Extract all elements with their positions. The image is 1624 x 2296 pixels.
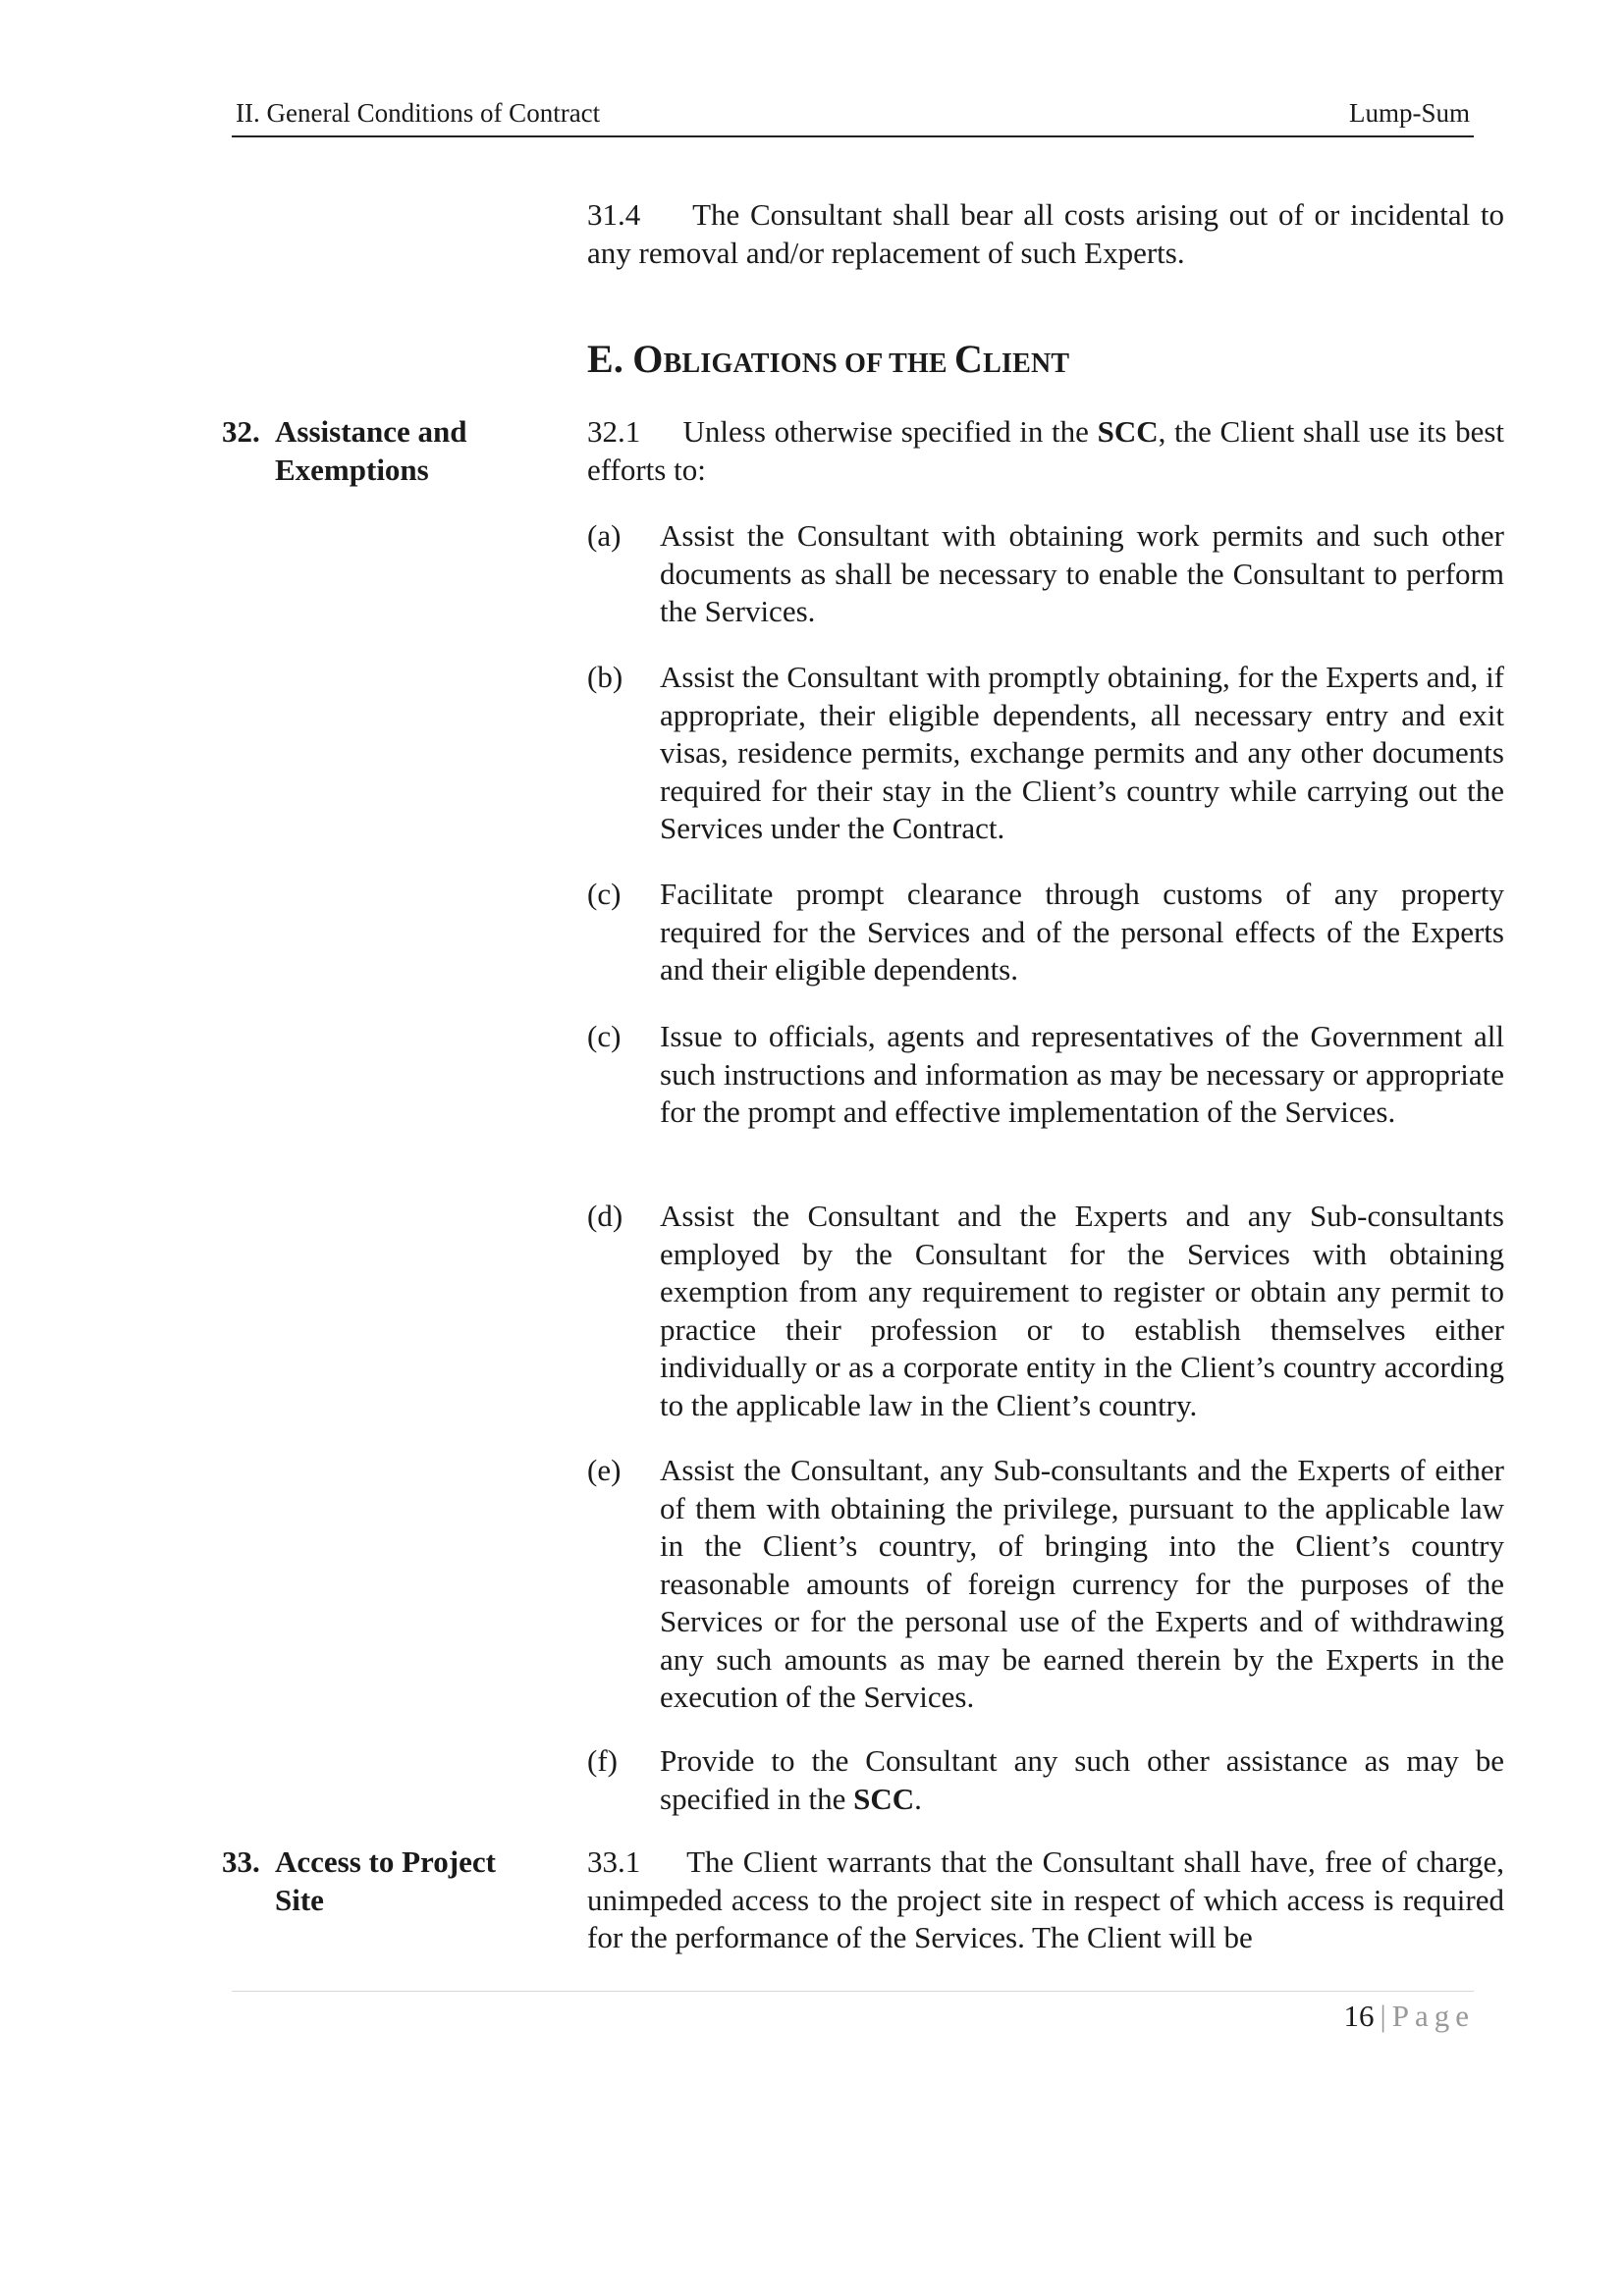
list-item-text: Assist the Consultant and the Experts and any Sub-consultants employed by the Consultant for the Services with obtaining exemption from any requirement to register or obtain any permit to practice their profession or to establish themselves either individually or as a corporate entity in the Client’s country according to the applicable law in the Client’s country.: [660, 1199, 1504, 1422]
list-item-label: (f): [587, 1743, 618, 1778]
clause-32-heading: [222, 413, 546, 489]
clause-32-1: [587, 413, 1504, 489]
list-item-d: [587, 1198, 1504, 1424]
header-document-part: II. General Conditions of Contract: [236, 98, 601, 128]
list-item-label: (c): [587, 877, 622, 911]
page-header: [232, 96, 1474, 137]
list-item-text: Assist the Consultant, any Sub-consultants and the Experts of either of them with obtaining the privilege, pursuant to the applicable law in the Client’s country, of bringing into the Client’s country reasonable amounts of foreign currency for the purposes of the Services or for the personal use of the Experts and of withdrawing any such amounts as may be earned therein by the Experts in the execution of the Services.: [660, 1453, 1504, 1714]
clause-33-1-number: 33.1: [587, 1844, 641, 1879]
clause-31-4: [587, 196, 1504, 272]
section-heading: [587, 338, 1069, 386]
clause-33-heading: [222, 1843, 546, 1919]
list-item-c-first: [587, 876, 1504, 989]
page-number-value: 16: [1343, 1999, 1375, 2033]
list-item-c-second: [587, 1018, 1504, 1132]
clause-33-title-line1: Access to Project: [275, 1844, 496, 1879]
header-contract-type: Lump-Sum: [1348, 98, 1470, 128]
list-item-text: Provide to the Consultant any such other assistance as may be specified in the SCC.: [660, 1743, 1504, 1816]
clause-32-1-intro-end: , the Client shall use its best efforts to:: [587, 414, 1505, 487]
clause-32-1-intro: Unless otherwise specified in the: [682, 414, 1098, 449]
list-item-e: [587, 1452, 1504, 1717]
list-item-text: Issue to officials, agents and representatives of the Government all such instructions and information as may be necessary or appropriate for the prompt and effective implementation of the Services.: [660, 1019, 1504, 1129]
list-item-text: Assist the Consultant with obtaining work permits and such other documents as shall be necessary to enable the Consultant to perform the Services.: [660, 518, 1504, 628]
clause-33-title-line2: Site: [275, 1882, 324, 1917]
section-letter: E.: [587, 337, 624, 381]
list-item-label: (e): [587, 1453, 622, 1487]
section-title: OBLIGATIONS OF THE CLIENT: [632, 337, 1070, 381]
page-number-separator: |: [1380, 1999, 1386, 2033]
list-item-label: (a): [587, 518, 622, 553]
clause-31-4-text: The Consultant shall bear all costs arising out of or incidental to any removal and/or replacement of such Experts.: [587, 197, 1504, 270]
footer-divider: [232, 1991, 1474, 1992]
scc-reference: SCC: [1097, 414, 1159, 449]
list-item-text: Facilitate prompt clearance through customs of any property required for the Services and of the personal effects of the Experts and their eligible dependents.: [660, 877, 1504, 987]
page-word: Page: [1391, 1999, 1475, 2033]
clause-33-1: [587, 1843, 1504, 1957]
list-item-label: (b): [587, 660, 623, 694]
clause-33-number: 33.: [222, 1844, 260, 1879]
scc-reference: SCC: [853, 1781, 915, 1816]
clause-32-title-line2: Exemptions: [275, 452, 429, 487]
page-number: [1344, 1999, 1475, 2034]
clause-32-1-number: 32.1: [587, 414, 641, 449]
list-item-b: [587, 659, 1504, 848]
clause-32-title-line1: Assistance and: [275, 414, 467, 449]
list-item-f: [587, 1742, 1504, 1818]
list-item-label: (d): [587, 1199, 623, 1233]
clause-31-4-number: 31.4: [587, 197, 641, 232]
clause-33-1-text: The Client warrants that the Consultant shall have, free of charge, unimpeded access to the project site in respect of which access is required for the performance of the Services. The Client will be: [587, 1844, 1504, 1954]
clause-32-number: 32.: [222, 414, 260, 449]
list-item-a: [587, 517, 1504, 631]
list-item-text: Assist the Consultant with promptly obtaining, for the Experts and, if appropriate, their eligible dependents, all necessary entry and exit visas, residence permits, exchange permits and any other documents required for their stay in the Client’s country while carrying out the Services under the Contract.: [660, 660, 1504, 845]
list-item-label: (c): [587, 1019, 622, 1053]
